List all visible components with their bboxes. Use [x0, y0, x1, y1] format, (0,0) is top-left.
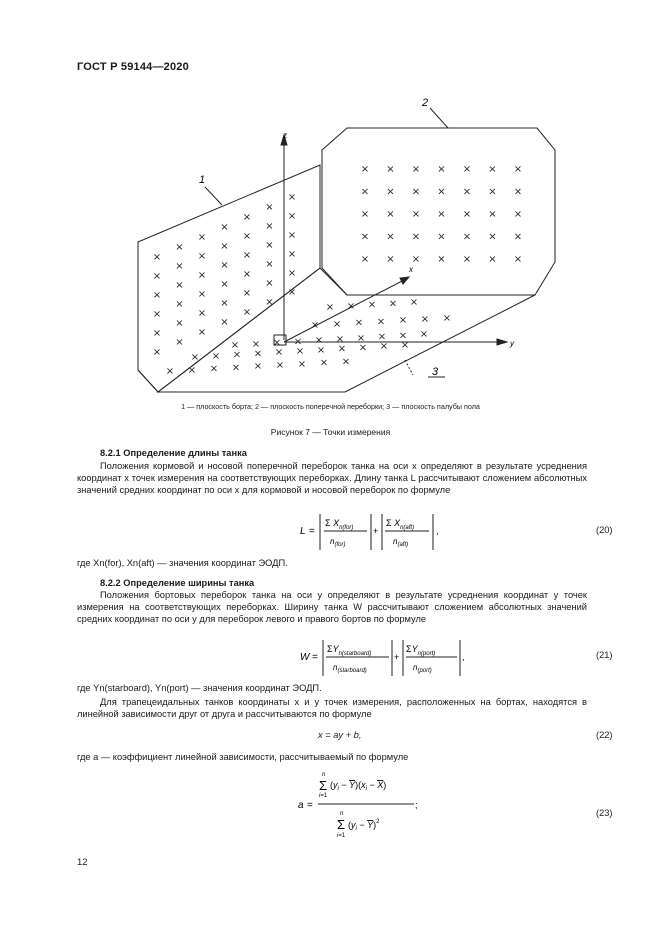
eq-21-number: (21) — [596, 650, 613, 660]
measurement-point: × — [398, 315, 408, 327]
measurement-point: × — [513, 254, 523, 265]
measurement-point: × — [287, 230, 297, 241]
measurement-point: × — [513, 164, 523, 175]
measurement-point: × — [197, 327, 207, 338]
measurement-point: × — [253, 348, 263, 360]
measurement-point: × — [242, 250, 252, 261]
section-822-paragraph: Положения бортовых переборок танка на оси y определяют в результате усреднения координат y точек измерения на соответствующих переборках. Ширину танка W рассчитывают сложением абсолютных значений средних координат по оси y для переборок левого и правого бортов по формуле — [77, 590, 587, 625]
measurement-point: × — [265, 240, 274, 251]
measurement-point: × — [437, 231, 446, 243]
measurement-point: × — [242, 231, 252, 242]
measurement-point: × — [165, 366, 175, 377]
measurement-point: × — [190, 352, 200, 363]
svg-text:i=1: i=1 — [337, 833, 346, 839]
svg-text:,: , — [462, 652, 465, 662]
measurement-point: × — [411, 186, 421, 198]
measurement-point: × — [488, 231, 497, 243]
svg-text:Σ Xn(for): Σ $X_{n(for)}$ — [325, 518, 354, 531]
svg-text:+: + — [373, 526, 379, 536]
measurement-point: × — [220, 298, 229, 309]
measurement-point: × — [152, 309, 162, 320]
measurement-point: × — [442, 312, 452, 324]
svg-text:n(for): $n_{(for)}$ — [330, 537, 346, 548]
measurement-point: × — [462, 231, 472, 243]
measurement-point: × — [437, 254, 446, 265]
svg-text:L: L — [300, 526, 306, 537]
trapezoid-paragraph: Для трапецеидальных танков координаты x и y точек измерения, расположенных на бортах, находятся в линейной зависимости друг от друга и рассчитываются по формуле — [77, 697, 587, 720]
measurement-point: × — [220, 222, 229, 233]
measurement-point: × — [293, 336, 303, 348]
measurement-points-figure — [0, 0, 661, 400]
svg-text:n(starboard): $n_{(starboard)}$ — [333, 663, 367, 674]
measurement-point: × — [242, 269, 252, 280]
measurement-point: × — [272, 337, 282, 349]
measurement-point: × — [152, 271, 162, 282]
measurement-point: × — [513, 209, 523, 220]
measurement-point: × — [325, 302, 335, 313]
measurement-point: × — [242, 212, 252, 223]
svg-text:i=1: i=1 — [319, 793, 328, 799]
measurement-point: × — [341, 356, 351, 368]
measurement-point: × — [175, 242, 184, 253]
measurement-point: × — [316, 344, 326, 356]
section-822-heading: 8.2.2 Определение ширины танка — [100, 578, 255, 588]
measurement-point: × — [360, 186, 370, 198]
svg-text:n(aft): $n_{(aft)}$ — [393, 537, 409, 548]
measurement-point: × — [287, 192, 297, 203]
measurement-point: × — [287, 249, 297, 260]
measurement-point: × — [287, 268, 297, 279]
where-a: где a — коэффициент линейной зависимости, рассчитываемый по формуле — [77, 752, 409, 762]
measurement-point: × — [437, 209, 446, 220]
measurement-point: × — [411, 209, 421, 220]
measurement-point: × — [197, 232, 207, 243]
measurement-point: × — [175, 299, 184, 310]
measurement-point: × — [409, 297, 419, 309]
formula-23 — [298, 768, 428, 846]
eq-23-number: (23) — [596, 808, 613, 818]
measurement-point: × — [253, 361, 263, 373]
measurement-point: × — [400, 340, 410, 351]
measurement-point: × — [332, 318, 342, 330]
measurement-point: × — [488, 164, 497, 175]
measurement-point: × — [175, 261, 184, 272]
measurement-point: × — [211, 350, 221, 362]
measurement-point: × — [242, 288, 252, 299]
measurement-point: × — [360, 231, 370, 243]
section-822-where: где Yn(starboard), Yn(port) — значения координат ЭОДП. — [77, 683, 322, 693]
svg-text:ΣYn(port): $\Sigma Y_{n(port)}$ — [406, 644, 436, 657]
measurement-point: × — [265, 278, 274, 289]
measurement-point: × — [488, 209, 497, 220]
measurement-point: × — [379, 341, 389, 353]
measurement-point: × — [265, 202, 274, 213]
measurement-point: × — [175, 318, 184, 329]
measurement-point: × — [360, 209, 370, 220]
measurement-point: × — [175, 337, 184, 348]
measurement-point: × — [437, 164, 446, 175]
svg-text:=: = — [312, 652, 318, 663]
measurement-point: × — [274, 347, 284, 359]
measurement-point: × — [335, 334, 345, 345]
section-821-paragraph: Положения кормовой и носовой поперечной переборок танка на оси x определяют в результате усреднения координат x точек измерения на соответствующих переборках. Длину танка L рассчитывают сложением абсолютных значений средних координат по оси x для кормовой и носовой переборок по формуле — [77, 461, 587, 496]
eq-22-number: (22) — [596, 730, 613, 740]
svg-text:+: + — [394, 652, 400, 662]
svg-text:;: ; — [415, 800, 418, 810]
measurement-point: × — [356, 332, 366, 344]
measurement-point: × — [437, 186, 446, 198]
svg-text:ΣYn(starboard): $\Sigma Y_{n(starboard)}$ — [327, 644, 372, 657]
page-number: 12 — [77, 857, 88, 868]
axis-y-label: y — [510, 339, 514, 348]
measurement-point: × — [488, 186, 497, 198]
formula-20 — [300, 510, 450, 554]
measurement-point: × — [354, 317, 364, 329]
svg-text:Σ: Σ — [319, 778, 328, 793]
measurement-point: × — [265, 259, 274, 270]
measurement-point: × — [232, 349, 242, 361]
measurement-point: × — [386, 231, 395, 243]
measurement-point: × — [319, 357, 329, 369]
axis-x-label: x — [409, 265, 413, 274]
svg-text:Σ: Σ — [337, 817, 346, 832]
measurement-point: × — [197, 270, 207, 281]
svg-text:Σ Xn(aft): Σ $X_{n(aft)}$ — [386, 518, 415, 531]
measurement-point: × — [197, 289, 207, 300]
measurement-point: × — [275, 360, 285, 371]
svg-text:,: , — [436, 526, 439, 536]
formula-21 — [300, 636, 470, 680]
measurement-point: × — [358, 342, 368, 354]
measurement-point: × — [346, 300, 356, 312]
measurement-point: × — [386, 254, 395, 265]
svg-text:=: = — [307, 800, 313, 811]
label-1: 1 — [199, 174, 206, 186]
measurement-point: × — [265, 221, 274, 232]
svg-text:W: W — [300, 652, 310, 663]
measurement-point: × — [386, 164, 395, 175]
measurement-point: × — [462, 254, 472, 265]
measurement-point: × — [420, 314, 430, 325]
svg-text:(yi − Y)(xi − X): $(y_i - Y)(x_i - X)$ — [330, 780, 387, 792]
svg-text:n(port): $n_{(port)}$ — [413, 663, 432, 674]
axis-z-label: z — [283, 131, 287, 140]
measurement-point: × — [209, 363, 219, 375]
measurement-point: × — [265, 297, 274, 308]
measurement-point: × — [314, 335, 324, 347]
measurement-point: × — [462, 186, 472, 198]
section-821-heading: 8.2.1 Определение длины танка — [100, 448, 247, 458]
measurement-point: × — [197, 251, 207, 262]
measurement-point: × — [295, 346, 305, 357]
measurement-point: × — [376, 316, 386, 328]
measurement-point: × — [398, 330, 408, 342]
measurement-point: × — [220, 279, 229, 290]
section-821-where: где Xn(for), Xn(aft) — значения координат ЭОДП. — [77, 558, 288, 568]
measurement-point: × — [231, 362, 241, 374]
label-3: 3 — [432, 366, 439, 378]
measurement-point: × — [230, 340, 240, 351]
measurement-point: × — [251, 338, 261, 350]
measurement-point: × — [386, 186, 395, 198]
eq-20-number: (20) — [596, 525, 613, 535]
measurement-point: × — [152, 347, 162, 358]
measurement-point: × — [287, 211, 297, 222]
figure-title: Рисунок 7 — Точки измерения — [270, 427, 391, 437]
document-id: ГОСТ Р 59144—2020 — [77, 61, 189, 73]
measurement-point: × — [220, 317, 229, 328]
measurement-point: × — [513, 186, 523, 198]
measurement-point: × — [411, 254, 421, 265]
measurement-point: × — [386, 209, 395, 220]
measurement-point: × — [152, 290, 162, 301]
measurement-point: × — [287, 287, 297, 298]
measurement-point: × — [197, 308, 207, 319]
svg-text:n: n — [340, 811, 344, 817]
measurement-point: × — [360, 254, 370, 265]
measurement-point: × — [220, 241, 229, 252]
measurement-point: × — [488, 254, 497, 265]
svg-text:(yi − Y)2: $(y_i - Y)^2$ — [348, 819, 380, 832]
measurement-point: × — [411, 164, 421, 175]
measurement-point: × — [310, 320, 320, 331]
measurement-point: × — [337, 343, 347, 355]
label-2: 2 — [422, 97, 429, 109]
measurement-point: × — [152, 328, 162, 339]
measurement-point: × — [411, 231, 421, 243]
measurement-point: × — [388, 298, 398, 310]
svg-text:a: a — [298, 800, 304, 811]
measurement-point: × — [297, 358, 307, 370]
svg-text:=: = — [309, 526, 315, 537]
measurement-point: × — [377, 331, 387, 343]
formula-22: x = ay + b, — [318, 730, 362, 740]
measurement-point: × — [360, 164, 370, 175]
measurement-point: × — [462, 164, 472, 175]
measurement-point: × — [462, 209, 472, 220]
measurement-point: × — [419, 329, 429, 341]
measurement-point: × — [220, 260, 229, 271]
measurement-point: × — [152, 252, 162, 263]
measurement-point: × — [175, 280, 184, 291]
figure-legend: 1 — плоскость борта; 2 — плоскость поперечной переборки; 3 — плоскость палубы пола — [181, 402, 480, 411]
svg-text:n: n — [322, 772, 326, 778]
measurement-point: × — [242, 307, 252, 318]
measurement-point: × — [367, 299, 377, 311]
measurement-point: × — [513, 231, 523, 243]
measurement-point: × — [187, 364, 197, 376]
